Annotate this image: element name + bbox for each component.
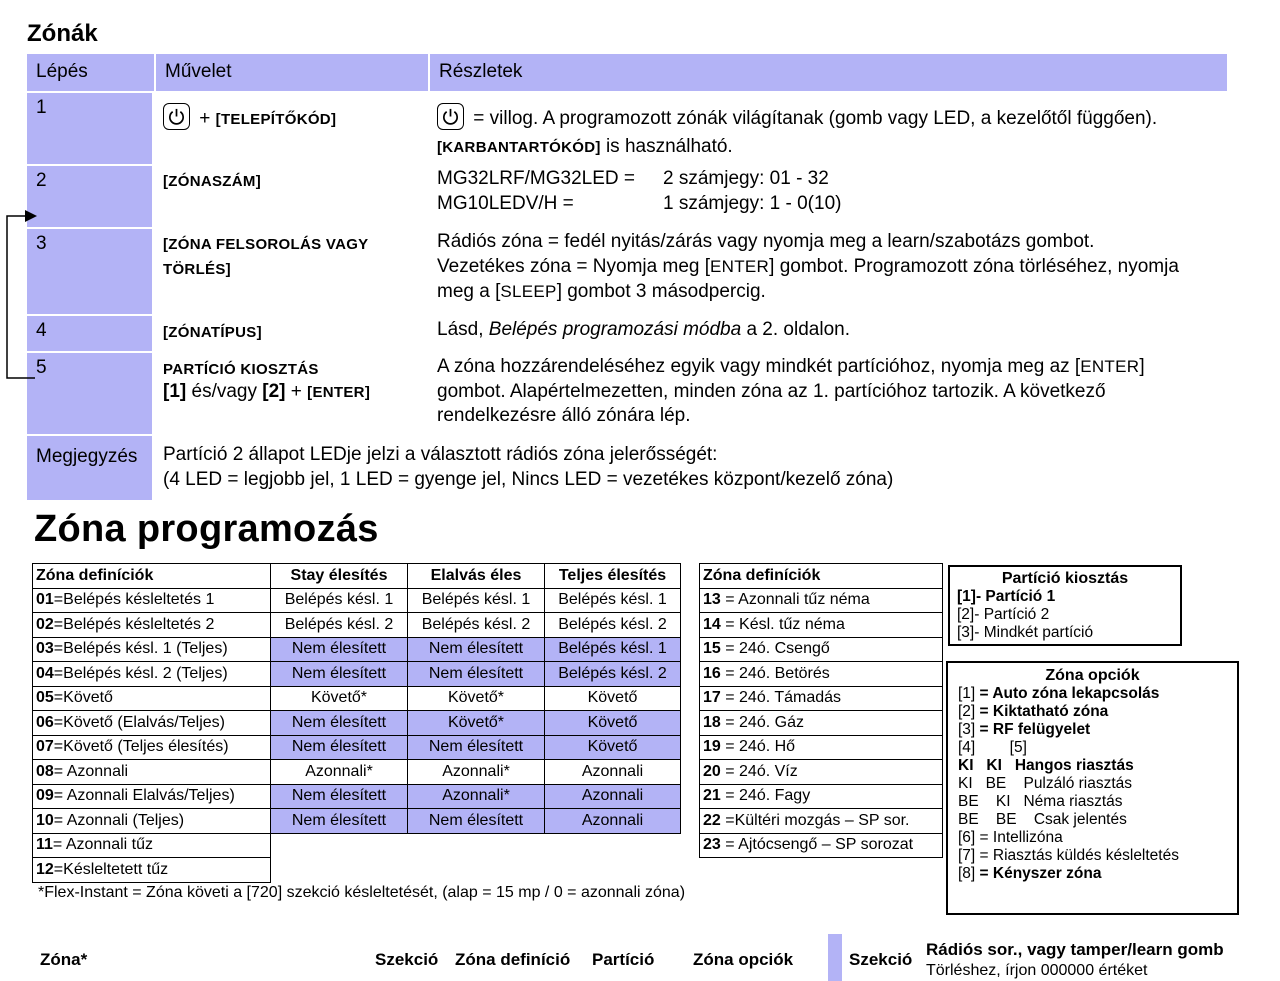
step-number: 5: [36, 357, 47, 378]
box-title: Zóna opciók: [1045, 667, 1140, 684]
table-row: 11= Azonnali tűz: [33, 833, 681, 858]
header-step: Lépés: [36, 61, 88, 82]
table-row: 10= Azonnali (Teljes) Nem élesített Nem élesített Azonnali: [33, 809, 681, 834]
list-item: KI BE Pulzáló riasztás: [958, 775, 1133, 792]
section-title-zona-programozas: Zóna programozás: [34, 508, 379, 550]
list-item: BE BE Csak jelentés: [958, 811, 1127, 828]
list-item: [2]- Partíció 2: [957, 606, 1050, 623]
table-row: 06=Követő (Elalvás/Teljes) Nem élesített Követő* Követő: [33, 711, 681, 736]
column-label-szekcio: Szekció: [375, 950, 439, 969]
note-row: [27, 434, 1227, 500]
table-row: 23 = Ajtócsengő – SP sorozat: [700, 833, 943, 858]
list-item: [8] = Kényszer zóna: [958, 865, 1102, 882]
step-row-1: [27, 93, 1227, 164]
steps-header-row: [27, 54, 1227, 91]
partition-assignment-box: [948, 565, 1182, 646]
zone-definitions-table-2: [699, 563, 943, 858]
step-details-line: Vezetékes zóna = Nyomja meg [ENTER] gombot. Programozott zóna törléséhez, nyomja: [437, 256, 1179, 277]
table-row: 14 = Késl. tűz néma: [700, 613, 943, 638]
step-row-2: [27, 164, 1227, 227]
step-number: 3: [36, 233, 47, 254]
step-details-line: = villog. A programozott zónák világítanak (gomb vagy LED, a kezelőtől függően).: [437, 103, 1157, 131]
step-details-line: gombot. Alapértelmezetten, minden zóna az 1. partícióhoz tartozik. A következő: [437, 381, 1106, 402]
table-row: 21 = 24ó. Fagy: [700, 784, 943, 809]
list-item: BE KI Néma riasztás: [958, 793, 1123, 810]
step-details-line: Rádiós zóna = fedél nyitás/zárás vagy nyomja meg a learn/szabotázs gombot.: [437, 231, 1095, 252]
power-icon: [163, 103, 190, 130]
column-sublabel-radio-serial: Törléshez, írjon 000000 értéket: [926, 962, 1148, 979]
table-row: 05=Követő Követő* Követő* Követő: [33, 686, 681, 711]
table-row: 18 = 24ó. Gáz: [700, 711, 943, 736]
step-action: [ZÓNASZÁM]: [163, 173, 261, 190]
zone-options-box: [946, 661, 1239, 915]
list-item: [3] = RF felügyelet: [958, 721, 1091, 738]
step-action: [ZÓNATÍPUS]: [163, 324, 262, 341]
column-label-szekcio-2: Szekció: [849, 950, 913, 969]
list-item: [6] = Intellizóna: [958, 829, 1063, 846]
section-title-zonak: Zónák: [27, 20, 98, 47]
table-row: 16 = 24ó. Betörés: [700, 662, 943, 687]
table-row: 20 = 24ó. Víz: [700, 760, 943, 785]
note-text: (4 LED = legjobb jel, 1 LED = gyenge jel, Nincs LED = vezetékes központ/kezelő zóna): [163, 469, 894, 490]
table-row: 19 = 24ó. Hő: [700, 735, 943, 760]
table-row: 17 = 24ó. Támadás: [700, 686, 943, 711]
table-row: 12=Késleltetett tűz: [33, 858, 681, 883]
step-action: [1] és/vagy [2] + [ENTER]: [163, 381, 371, 402]
list-item: KI KI Hangos riasztás: [958, 757, 1134, 774]
step-details-line: rendelkezésre álló zónára lép.: [437, 405, 691, 426]
zone-definitions-table: [32, 563, 681, 883]
power-icon: [437, 103, 464, 130]
column-label-particio: Partíció: [592, 950, 655, 969]
step-number: 4: [36, 320, 47, 341]
table-row: 08= Azonnali Azonnali* Azonnali* Azonnali: [33, 760, 681, 785]
header-action: Művelet: [165, 61, 232, 82]
list-item: [1] = Auto zóna lekapcsolás: [958, 685, 1160, 702]
col-header: Teljes élesítés: [545, 564, 681, 589]
step-row-4: [27, 314, 1227, 351]
box-title: Partíció kiosztás: [1001, 570, 1129, 587]
step-details-line: MG32LRF/MG32LED =: [437, 168, 635, 189]
col-header: Zóna definíciók: [700, 564, 943, 589]
table-row: 03=Belépés késl. 1 (Teljes) Nem élesített Nem élesített Belépés késl. 1: [33, 637, 681, 662]
step-action: [ZÓNA FELSOROLÁS VAGY: [163, 236, 369, 253]
footnote: *Flex-Instant = Zóna követi a [720] szekció késleltetését, (alap = 15 mp / 0 = azonnali zóna): [38, 884, 686, 901]
col-header: Stay élesítés: [271, 564, 408, 589]
col-header: Zóna definíciók: [33, 564, 271, 589]
step-action: PARTÍCIÓ KIOSZTÁS: [163, 361, 319, 378]
list-item: [1]- Partíció 1: [957, 588, 1056, 605]
table-row: 04=Belépés késl. 2 (Teljes) Nem élesített Nem élesített Belépés késl. 2: [33, 662, 681, 687]
column-label-zona-definicio: Zóna definíció: [455, 950, 571, 969]
col-header: Elalvás éles: [408, 564, 545, 589]
table-row: 02=Belépés késleltetés 2 Belépés késl. 2 Belépés késl. 2 Belépés késl. 2: [33, 613, 681, 638]
arrow-right-icon: [5, 205, 39, 383]
table-row: 07=Követő (Teljes élesítés) Nem élesített Nem élesített Követő: [33, 735, 681, 760]
table-header-row: [33, 564, 681, 589]
note-label: Megjegyzés: [36, 446, 138, 467]
step-details-line: Lásd, Belépés programozási módba a 2. oldalon.: [437, 319, 850, 340]
step-details-line: 1 számjegy: 1 - 0(10): [663, 193, 842, 214]
step-action: TÖRLÉS]: [163, 261, 231, 278]
list-item: [4] [5]: [958, 739, 1027, 756]
column-label-radio-serial: Rádiós sor., vagy tamper/learn gomb: [926, 940, 1224, 959]
step-row-3: [27, 227, 1227, 314]
step-number: 1: [36, 97, 47, 118]
step-action: + [TELEPÍTŐKÓD]: [163, 103, 336, 132]
table-row: 22 =Kültéri mozgás – SP sor.: [700, 809, 943, 834]
table-row: 01=Belépés késleltetés 1 Belépés késl. 1 Belépés késl. 1 Belépés késl. 1: [33, 588, 681, 613]
step-details-line: A zóna hozzárendeléséhez egyik vagy mindkét partícióhoz, nyomja meg az [ENTER]: [437, 356, 1145, 377]
step-number: 2: [36, 170, 47, 191]
step-details-line: meg a [SLEEP] gombot 3 másodpercig.: [437, 281, 766, 302]
column-label-zona-opciok: Zóna opciók: [693, 950, 794, 969]
table-header-row: [700, 564, 943, 589]
column-highlight-bar: [828, 934, 842, 981]
table-row: 09= Azonnali Elalvás/Teljes) Nem élesített Azonnali* Azonnali: [33, 784, 681, 809]
list-item: [2] = Kiktatható zóna: [958, 703, 1109, 720]
table-row: 13 = Azonnali tűz néma: [700, 588, 943, 613]
step-details-line: [KARBANTARTÓKÓD] is használható.: [437, 136, 733, 157]
header-details: Részletek: [439, 61, 523, 82]
column-label-zona: Zóna*: [40, 950, 88, 969]
step-details-line: 2 számjegy: 01 - 32: [663, 168, 829, 189]
key-installer-code: TELEPÍTŐKÓD: [220, 111, 331, 128]
note-text: Partíció 2 állapot LEDje jelzi a választott rádiós zóna jelerősségét:: [163, 444, 718, 465]
list-item: [7] = Riasztás küldés késleltetés: [958, 847, 1179, 864]
list-item: [3]- Mindkét partíció: [957, 624, 1094, 641]
table-row: 15 = 24ó. Csengő: [700, 637, 943, 662]
step-details-line: MG10LEDV/H =: [437, 193, 574, 214]
step-row-5: [27, 351, 1227, 434]
